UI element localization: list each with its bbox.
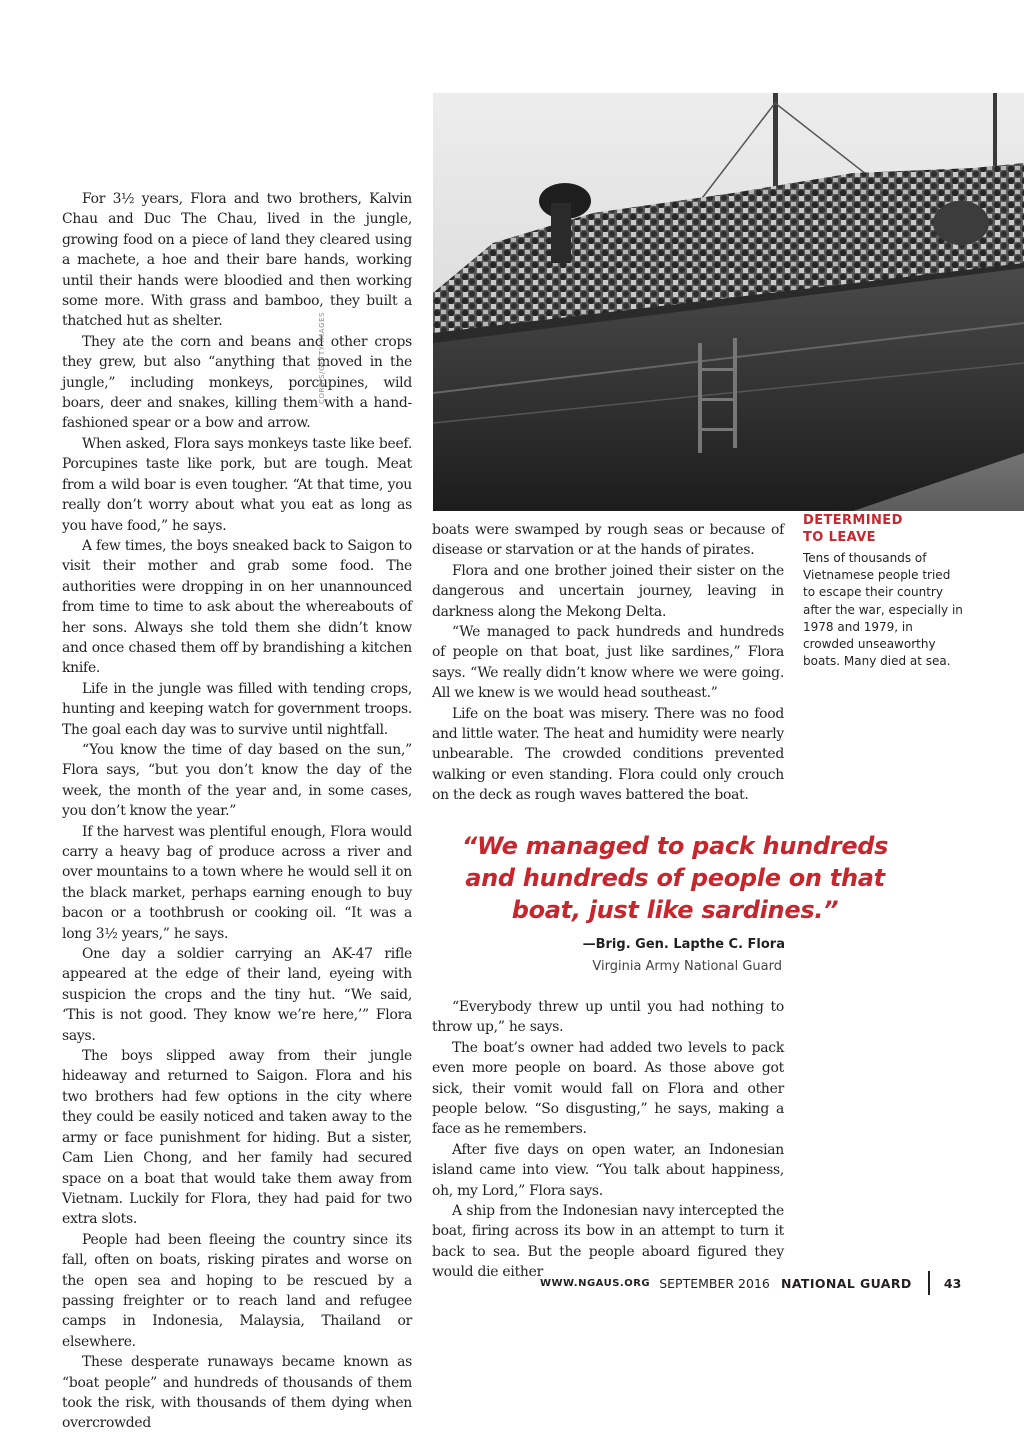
- page-footer: [540, 1271, 962, 1295]
- paragraph: boats were swamped by rough seas or because of disease or starvation or at the hands of pirates.: [432, 522, 784, 559]
- paragraph: The boat’s owner had added two levels to pack even more people on board. As those above got sick, their vomit would fall on Flora and other people below. “So disgusting,” he says, making a face as he remembers.: [432, 1039, 784, 1138]
- paragraph: People had been fleeing the country since its fall, often on boats, risking pirates and worse on the open sea and hoping to be rescued by a passing freighter or to reach land and refugee camps in Indonesia, Malaysia, Thailand or elsewhere.: [62, 1231, 412, 1350]
- caption-heading: [803, 512, 963, 546]
- refugee-boat-photo: [433, 93, 1024, 511]
- paragraph: One day a soldier carrying an AK-47 rifle appeared at the edge of their land, eyeing with suspicion the crops and the tiny hut. “We said, ‘This is not good. They know we’re here,’” Flora says.: [62, 946, 412, 1044]
- paragraph: “Everybody threw up until you had nothing to throw up,” he says.: [432, 999, 784, 1036]
- page-number: 43: [943, 1275, 962, 1291]
- footer-divider: [928, 1271, 930, 1295]
- footer-url: WWW.NGAUS.ORG: [540, 1277, 651, 1289]
- paragraph: “We managed to pack hundreds and hundreds of people on that boat, just like sardines,” Flora says. “We really didn’t know where we were going. All we knew is we would head southeast.”: [432, 624, 784, 702]
- caption-heading-line: DETERMINED: [803, 513, 903, 528]
- photo-caption: [803, 512, 963, 670]
- paragraph: Flora and one brother joined their sister on the dangerous and uncertain journey, leaving in darkness along the Mekong Delta.: [432, 562, 784, 620]
- caption-body: Tens of thousands of Vietnamese people tried to escape their country after the war, especially in 1978 and 1979, in crowded unseaworthy boats. Many died at sea.: [803, 551, 963, 669]
- paragraph: A ship from the Indonesian navy intercepted the boat, firing across its bow in an attempt to turn it back to sea. But the people aboard figured they would die either: [432, 1203, 784, 1281]
- paragraph: “You know the time of day based on the sun,” Flora says, “but you don’t know the day of the week, the month of the year and, in some cases, you don’t know the year.”: [62, 741, 412, 820]
- paragraph: After five days on open water, an Indonesian island came into view. “You talk about happiness, oh, my Lord,” Flora says.: [432, 1141, 784, 1199]
- photo-credit: CORBIS/GETTY IMAGES: [318, 311, 326, 404]
- boat-photo-illustration: [433, 93, 1024, 511]
- paragraph: They ate the corn and beans and other crops they grew, but also “anything that moved in the jungle,” including monkeys, porcupines, wild boars, deer and snakes, killing them with a hand-fashioned spear or a bow and arrow.: [62, 333, 412, 432]
- caption-heading-line: TO LEAVE: [803, 530, 876, 545]
- paragraph: The boys slipped away from their jungle hideaway and returned to Saigon. Flora and his two brothers had few options in the city where they could be easily noticed and taken away to the army or face punishment for hiding. But a sister, Cam Lien Chong, and her family had secured space on a boat that would take them away from Vietnam. Luckily for Flora, they had paid for two extra slots.: [62, 1048, 412, 1228]
- footer-date: SEPTEMBER 2016: [659, 1275, 770, 1291]
- paragraph: For 3½ years, Flora and two brothers, Kalvin Chau and Duc The Chau, lived in the jungle, growing food on a piece of land they cleared using a machete, a hoe and their bare hands, working until their hands were bloodied and then working some more. With grass and bamboo, they built a thatched hut as shelter.: [62, 191, 412, 330]
- middle-text-column-bottom: [432, 997, 784, 1283]
- pull-quote: “We managed to pack hundreds and hundreds of people on that boat, just like sardines.”: [461, 832, 889, 924]
- pull-quote-role: Virginia Army National Guard: [592, 959, 782, 974]
- paragraph: Life on the boat was misery. There was no food and little water. The heat and humidity were nearly unbearable. The crowded conditions prevented walking or even standing. Flora could only crouch on the deck as rough waves battered the boat.: [432, 705, 784, 804]
- footer-magazine-name: NATIONAL GUARD: [780, 1275, 912, 1291]
- pull-quote-attribution: —Brig. Gen. Lapthe C. Flora: [582, 937, 785, 952]
- paragraph: These desperate runaways became known as “boat people” and hundreds of thousands of them took the risk, with thousands of them dying when overcrowded: [62, 1354, 412, 1432]
- paragraph: When asked, Flora says monkeys taste like beef. Porcupines taste like pork, but are tough. Meat from a wild boar is even tougher. “At that time, you really don’t worry about what you eat as long as you have food,” he says.: [62, 435, 412, 534]
- left-text-column: [62, 189, 412, 1434]
- paragraph: If the harvest was plentiful enough, Flora would carry a heavy bag of produce across a river and over mountains to a town where he would sell it on the black market, perhaps earning enough to buy bacon or a toothbrush or cooking oil. “It was a long 3½ years,” he says.: [62, 823, 412, 942]
- paragraph: A few times, the boys sneaked back to Saigon to visit their mother and grab some food. The authorities were dropping in on her unannounced from time to time to ask about the whereabouts of her sons. Always she told them she didn’t know and once chased them off by brandishing a kitchen knife.: [62, 537, 412, 677]
- middle-text-column-top: [432, 520, 784, 806]
- paragraph: Life in the jungle was filled with tending crops, hunting and keeping watch for government troops. The goal each day was to survive until nightfall.: [62, 680, 412, 738]
